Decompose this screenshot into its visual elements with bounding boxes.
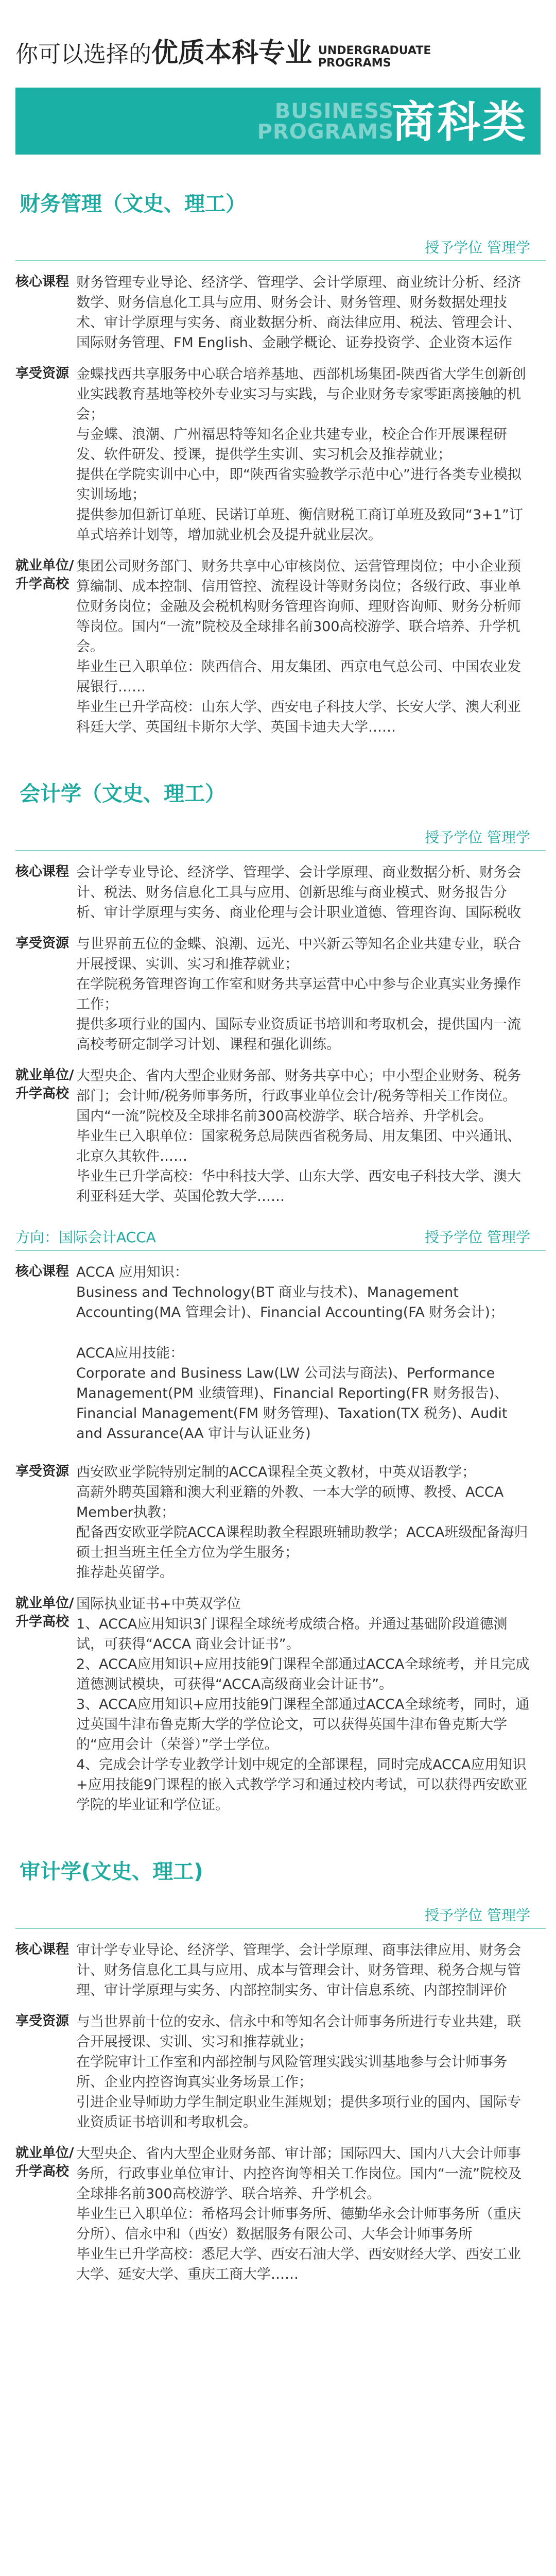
row-paragraph: 与当世界前十位的安永、信永中和等知名会计师事务所进行专业共建，联合开展授课、实训、实习和推荐就业； — [76, 2014, 521, 2050]
program-section — [15, 1214, 546, 1822]
acca-skills — [76, 1343, 530, 1444]
row-paragraph: 大型央企、省内大型企业财务部、审计部；国际四大、国内八大会计师事务所，行政事业单位审计、内控咨询等相关工作岗位。国内“一流”院校及全球排名前300高校游学、联合培养、升学机会。 — [76, 2146, 522, 2202]
info-row — [15, 1929, 546, 2001]
row-body — [76, 2144, 546, 2284]
row-label-line: 升学高校 — [15, 1086, 70, 1101]
acca-skills-body: Corporate and Business Law(LW 公司法与商法)、Performance Management(PM 业绩管理)、Financial Reporting(FR 财务报告)、Financial Management(FM 财务管理)、Taxation(TX 税务)、Audit and Assurance(AA 审计与认证业务) — [76, 1365, 509, 1442]
row-body — [76, 1462, 546, 1583]
degree-label: 授予学位 管理学 — [425, 1229, 530, 1246]
row-paragraph: 提供参加但新订单班、民诺订单班、衡信财税工商订单班及致同“3+1”订单式培养计划等，增加就业机会及提升就业层次。 — [76, 507, 523, 543]
row-label — [15, 364, 76, 545]
row-paragraph: 审计学专业导论、经济学、管理学、会计学原理、商事法律应用、财务会计、财务信息化工具与应用、成本与管理会计、财务管理、税务合规与管理、审计学原理与实务、内部控制实务、审计信息系统、内部控制评价 — [76, 1942, 521, 1998]
title-en-line2: PROGRAMS — [318, 57, 391, 70]
row-paragraph: 西安欧亚学院特别定制的ACCA课程全英文教材，中英双语教学； — [76, 1464, 476, 1480]
row-body — [76, 934, 546, 1055]
row-body — [76, 1066, 546, 1207]
section-spacer — [15, 1207, 546, 1214]
program-title: 财务管理（文史、理工） — [20, 192, 246, 216]
row-body — [76, 862, 546, 923]
row-body — [76, 364, 546, 545]
row-paragraph: 毕业生已升学高校：悉尼大学、西安石油大学、西安财经大学、西安工业大学、延安大学、重庆工商大学…… — [76, 2246, 521, 2282]
section-spacer — [15, 2284, 546, 2292]
row-paragraph: 毕业生已入职单位：陕西信合、用友集团、西京电气总公司、中国农业发展银行…… — [76, 659, 521, 695]
row-paragraph: 在学院审计工作室和内部控制与风险管理实践实训基地参与会计师事务所、企业内控咨询真实业务场景工作； — [76, 2054, 507, 2090]
row-paragraph: 引进企业导师助力学生制定职业生涯规划；提供多项行业的国内、国际专业资质证书培训和考取机会。 — [76, 2094, 521, 2130]
program-title: 会计学（文史、理工） — [20, 782, 225, 806]
banner-title: 商科类 — [391, 97, 528, 147]
info-row — [15, 1055, 546, 1207]
info-row — [15, 923, 546, 1055]
acca-knowledge — [76, 1262, 530, 1323]
row-label-line: 就业单位/ — [15, 2145, 74, 2161]
row-label-line: 就业单位/ — [15, 1067, 74, 1083]
row-paragraph: 3、ACCA应用知识+应用技能9门课程全部通过ACCA全球统考，同时，通过英国牛津布鲁克斯大学的学位论文，可以获得英国牛津布鲁克斯大学的“应用会计（荣誉）”学士学位。 — [76, 1697, 530, 1753]
row-body — [76, 1262, 546, 1451]
row-label — [15, 273, 76, 353]
row-paragraph: 毕业生已入职单位：国家税务总局陕西省税务局、用友集团、中兴通讯、北京久其软件…… — [76, 1128, 521, 1164]
degree-row — [15, 1221, 546, 1251]
section-spacer — [15, 1815, 546, 1822]
row-label-line: 就业单位/ — [15, 1596, 74, 1611]
page-header — [0, 0, 556, 77]
row-label — [15, 2144, 76, 2284]
program-section — [15, 744, 546, 1214]
row-paragraph: 与金蝶、浪潮、广州福思特等知名企业共建专业，校企合作开展课程研发、软件研发、授课，提供学生实训、实习机会及推荐就业； — [76, 427, 507, 463]
row-paragraph: 毕业生已入职单位：希格玛会计师事务所、德勤华永会计师事务所（重庆分所）、信永中和（西安）数据服务有限公司、大华会计师事务所 — [76, 2206, 521, 2242]
row-paragraph: 毕业生已升学高校：山东大学、西安电子科技大学、长安大学、澳大利亚科廷大学、英国纽卡斯尔大学、英国卡迪夫大学…… — [76, 699, 521, 735]
row-paragraph: 2、ACCA应用知识+应用技能9门课程全部通过ACCA全球统考，并且完成道德测试模块，可获得“ACCA高级商业会计证书”。 — [76, 1656, 530, 1692]
category-banner — [15, 88, 541, 155]
degree-row — [15, 821, 546, 851]
row-paragraph: 高薪外聘英国籍和澳大利亚籍的外教、一本大学的硕博、教授、ACCA Member执教； — [76, 1484, 504, 1520]
row-label-line: 核心课程 — [15, 1264, 70, 1279]
row-body — [76, 1594, 546, 1815]
row-paragraph: 提供多项行业的国内、国际专业资质证书培训和考取机会，提供国内一流高校考研定制学习计划、课程和强化训练。 — [76, 1016, 521, 1053]
degree-label: 授予学位 管理学 — [425, 1907, 530, 1924]
row-label — [15, 934, 76, 1055]
row-paragraph: 1、ACCA应用知识3门课程全球统考成绩合格。并通过基础阶段道德测试，可获得“ACCA 商业会计证书”。 — [76, 1616, 508, 1652]
row-paragraph: 4、完成会计学专业教学计划中规定的全部课程，同时完成ACCA应用知识+应用技能9门课程的嵌入式教学学习和通过校内考试，可以获得西安欧亚学院的毕业证和学位证。 — [76, 1757, 528, 1813]
row-label — [15, 1594, 76, 1815]
info-row — [15, 1583, 546, 1815]
row-label — [15, 556, 76, 737]
info-row — [15, 261, 546, 353]
row-body — [76, 273, 546, 353]
section-spacer — [15, 737, 546, 744]
degree-label: 授予学位 管理学 — [425, 829, 530, 846]
acca-knowledge-title: ACCA 应用知识： — [76, 1264, 188, 1280]
info-row — [15, 1451, 546, 1583]
program-title: 审计学(文史、理工) — [20, 1860, 203, 1884]
info-row — [15, 545, 546, 737]
row-paragraph: 大型央企、省内大型企业财务部、财务共享中心；中小型企业财务、税务部门；会计师/税务师事务所，行政事业单位会计/税务等相关工作岗位。国内“一流”院校及全球排名前300高校游学、联合培养、升学机会。 — [76, 1068, 521, 1124]
row-label — [15, 1940, 76, 2001]
program-section — [15, 155, 546, 744]
row-label-line: 升学高校 — [15, 1614, 70, 1630]
row-label-line: 升学高校 — [15, 2164, 70, 2179]
row-paragraph: 配备西安欧亚学院ACCA课程助教全程跟班辅助教学；ACCA班级配备海归硕士担当班主任全方位为学生服务； — [76, 1524, 528, 1561]
row-label-line: 享受资源 — [15, 2013, 70, 2029]
row-paragraph: 金蝶找西共享服务中心联合培养基地、西部机场集团-陕西省大学生创新创业实践教育基地等校外专业实习与实践，与企业财务专家零距离接触的机会； — [76, 366, 526, 422]
degree-row — [15, 1899, 546, 1929]
row-body — [76, 2012, 546, 2132]
row-label-line: 享受资源 — [15, 936, 70, 951]
row-paragraph: 会计学专业导论、经济学、管理学、会计学原理、商业数据分析、财务会计、税法、财务信息化工具与应用、创新思维与商业模式、财务报告分析、审计学原理与实务、商业伦理与会计职业道德、管理咨询、国际税收 — [76, 865, 521, 921]
programs-list — [0, 155, 556, 2292]
row-paragraph: 毕业生已升学高校：华中科技大学、山东大学、西安电子科技大学、澳大利亚科廷大学、英国伦敦大学…… — [76, 1168, 521, 1205]
row-paragraph: 国际执业证书+中英双学位 — [76, 1596, 241, 1612]
info-row — [15, 2132, 546, 2284]
row-paragraph: 在学院税务管理咨询工作室和财务共享运营中心中参与企业真实业务操作工作； — [76, 976, 521, 1012]
row-label — [15, 862, 76, 923]
row-paragraph: 推荐赴英留学。 — [76, 1565, 173, 1581]
degree-label: 授予学位 管理学 — [425, 239, 530, 256]
row-paragraph: 提供在学院实训中心中，即“陕西省实验教学示范中心”进行各类专业模拟实训场地； — [76, 467, 522, 503]
row-paragraph: 与世界前五位的金蝶、浪潮、远光、中兴新云等知名企业共建专业，联合开展授课、实训、实习和推荐就业； — [76, 936, 521, 972]
title-english — [318, 45, 431, 70]
direction-label: 方向：国际会计ACCA — [15, 1229, 156, 1246]
row-body — [76, 556, 546, 737]
row-label — [15, 2012, 76, 2132]
row-label — [15, 1066, 76, 1207]
banner-en-line2: PROGRAMS — [257, 120, 394, 144]
row-body — [76, 1940, 546, 2001]
row-label-line: 核心课程 — [15, 864, 70, 879]
page-title — [15, 31, 431, 70]
acca-skills-title: ACCA应用技能： — [76, 1345, 184, 1361]
title-prefix: 你可以选择的 — [15, 41, 151, 67]
title-en-line1: UNDERGRADUATE — [318, 44, 431, 57]
row-label — [15, 1462, 76, 1583]
row-label — [15, 1262, 76, 1451]
row-label-line: 享受资源 — [15, 366, 70, 381]
info-row — [15, 353, 546, 545]
degree-row — [15, 231, 546, 261]
info-row — [15, 1251, 546, 1451]
row-label-line: 就业单位/ — [15, 558, 74, 573]
row-label-line: 核心课程 — [15, 274, 70, 290]
program-section — [15, 1822, 546, 2292]
row-paragraph: 集团公司财务部门、财务共享中心审核岗位、运营管理岗位；中小企业预算编制、成本控制、信用管控、流程设计等财务岗位；各级行政、事业单位财务岗位；金融及会税机构财务管理咨询师、理财咨询师、财务分析师等岗位。国内“一流”院校及全球排名前300高校游学、联合培养、升学机会。 — [76, 558, 521, 655]
banner-en-line1: BUSINESS — [274, 99, 394, 123]
info-row — [15, 2001, 546, 2132]
row-paragraph: 财务管理专业导论、经济学、管理学、会计学原理、商业统计分析、经济数学、财务信息化工具与应用、财务会计、财务管理、财务数据处理技术、审计学原理与实务、商业数据分析、商法律应用、税法、管理会计、国际财务管理、FM English、金融学概论、证券投资学、企业资本运作 — [76, 275, 521, 351]
info-row — [15, 851, 546, 923]
title-strong: 优质本科专业 — [151, 38, 312, 69]
row-label-line: 享受资源 — [15, 1464, 70, 1479]
acca-knowledge-body: Business and Technology(BT 商业与技术)、Management Accounting(MA 管理会计)、Financial Accounting(FA 财务会计)； — [76, 1284, 504, 1320]
banner-english — [257, 101, 394, 142]
row-label-line: 核心课程 — [15, 1942, 70, 1957]
row-label-line: 升学高校 — [15, 577, 70, 592]
